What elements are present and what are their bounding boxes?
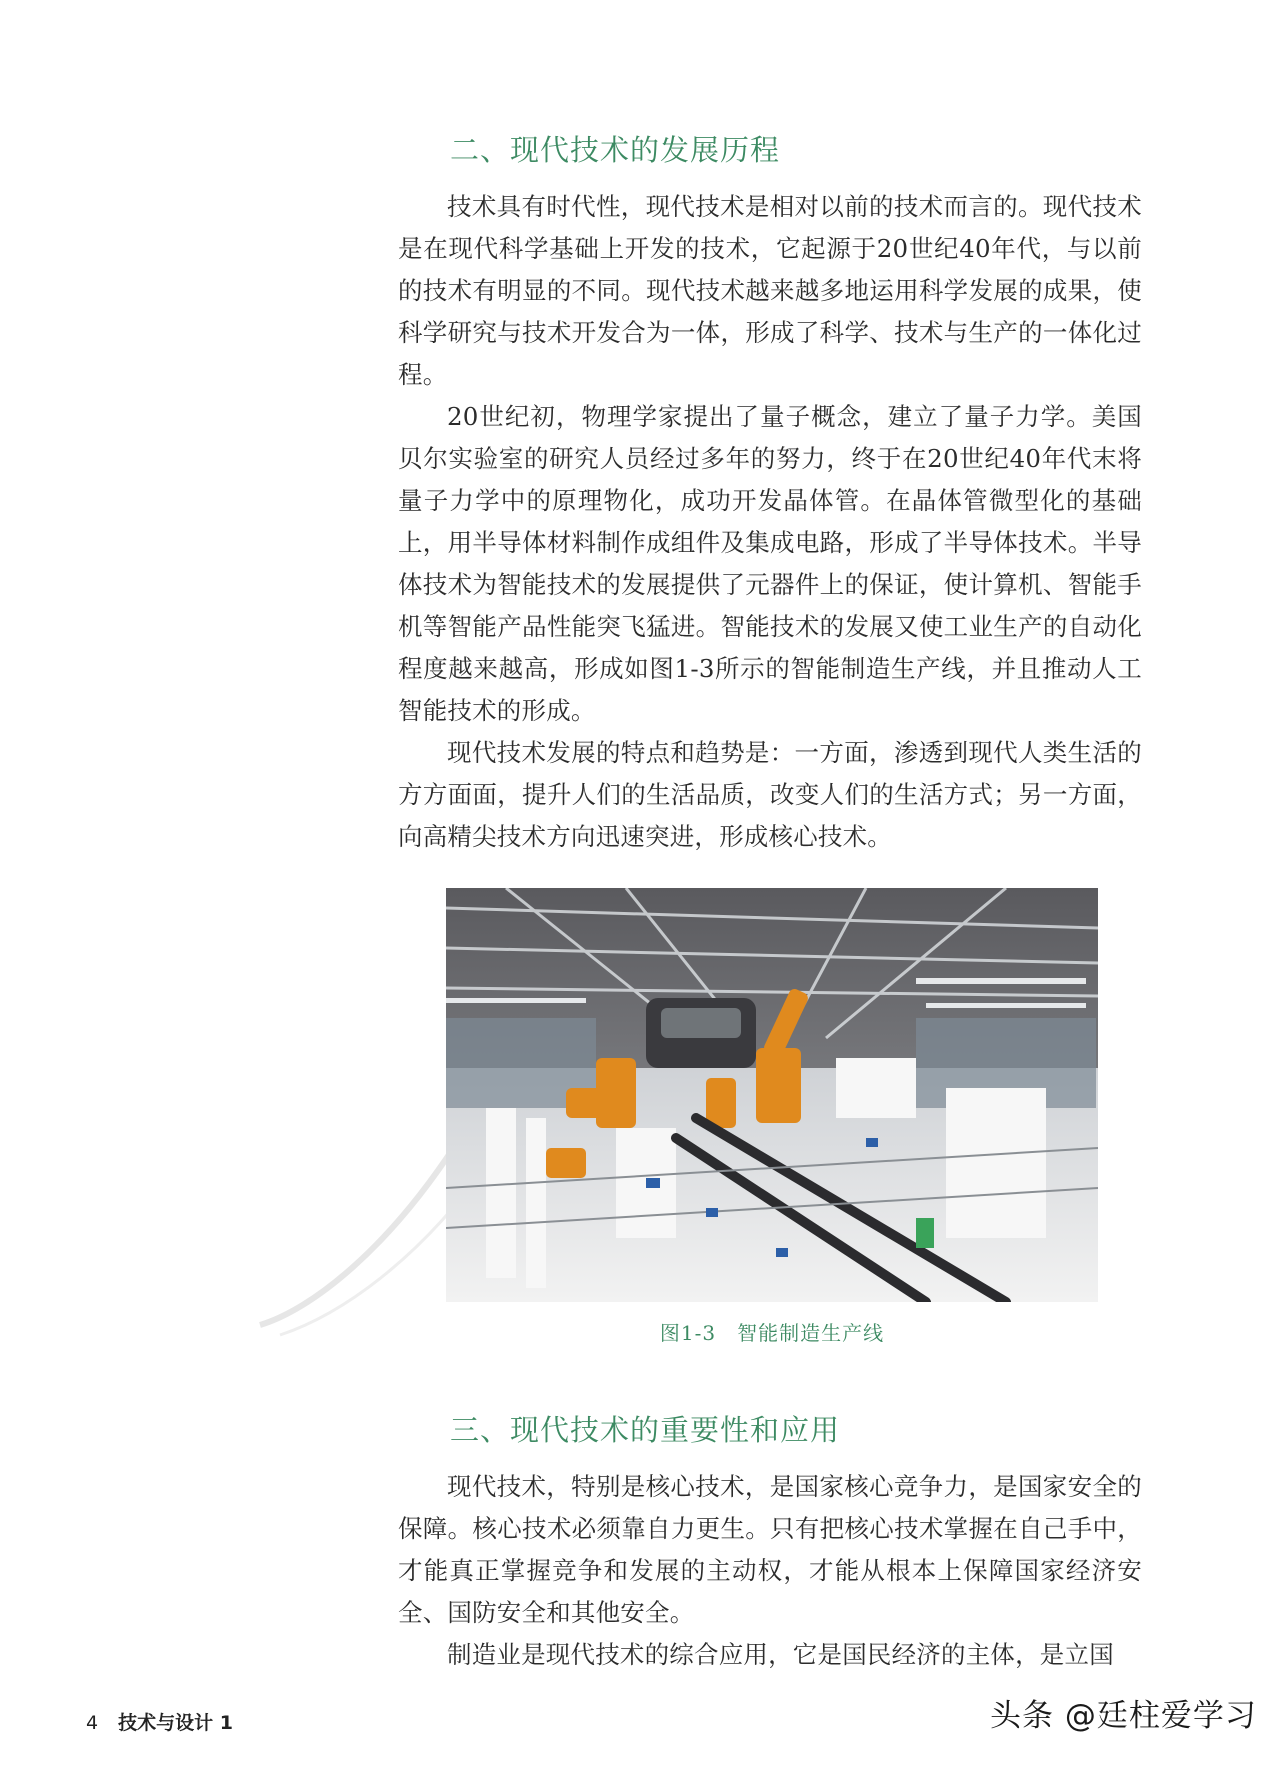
factory-illustration (446, 888, 1098, 1302)
figure-production-line-photo (446, 888, 1098, 1302)
figure-caption: 图1-3 智能制造生产线 (659, 1321, 885, 1345)
book-title: 技术与设计 1 (118, 1712, 233, 1734)
paragraph: 现代技术，特别是核心技术，是国家核心竞争力，是国家安全的保障。核心技术必须靠自力更生。只有把核心技术掌握在自己手中，才能真正掌握竞争和发展的主动权，才能从根本上保障国家经济安全、国防安全和其他安全。 (398, 1472, 1142, 1627)
page-number: 4 (86, 1712, 99, 1734)
page-footer (86, 1708, 233, 1735)
section-heading-importance-application: 三、现代技术的重要性和应用 (450, 1413, 841, 1447)
section-body-importance (398, 1466, 1142, 1676)
section-heading-modern-tech-development: 二、现代技术的发展历程 (450, 133, 781, 167)
watermark-text: 头条 @廷柱爱学习 (990, 1698, 1257, 1734)
paragraph: 20世纪初，物理学家提出了量子概念，建立了量子力学。美国贝尔实验室的研究人员经过多年的努力，终于在20世纪40年代末将量子力学中的原理物化，成功开发晶体管。在晶体管微型化的基础上，用半导体材料制作成组件及集成电路，形成了半导体技术。半导体技术为智能技术的发展提供了元器件上的保证，使计算机、智能手机等智能产品性能突飞猛进。智能技术的发展又使工业生产的自动化程度越来越高，形成如图1-3所示的智能制造生产线，并且推动人工智能技术的形成。 (398, 402, 1142, 725)
paragraph: 技术具有时代性，现代技术是相对以前的技术而言的。现代技术是在现代科学基础上开发的技术，它起源于20世纪40年代，与以前的技术有明显的不同。现代技术越来越多地运用科学发展的成果，使科学研究与技术开发合为一体，形成了科学、技术与生产的一体化过程。 (398, 192, 1142, 389)
section-body-development (398, 186, 1142, 858)
paragraph: 现代技术发展的特点和趋势是：一方面，渗透到现代人类生活的方方面面，提升人们的生活品质，改变人们的生活方式；另一方面，向高精尖技术方向迅速突进，形成核心技术。 (398, 738, 1142, 851)
paragraph: 制造业是现代技术的综合应用，它是国民经济的主体，是立国 (447, 1640, 1114, 1669)
